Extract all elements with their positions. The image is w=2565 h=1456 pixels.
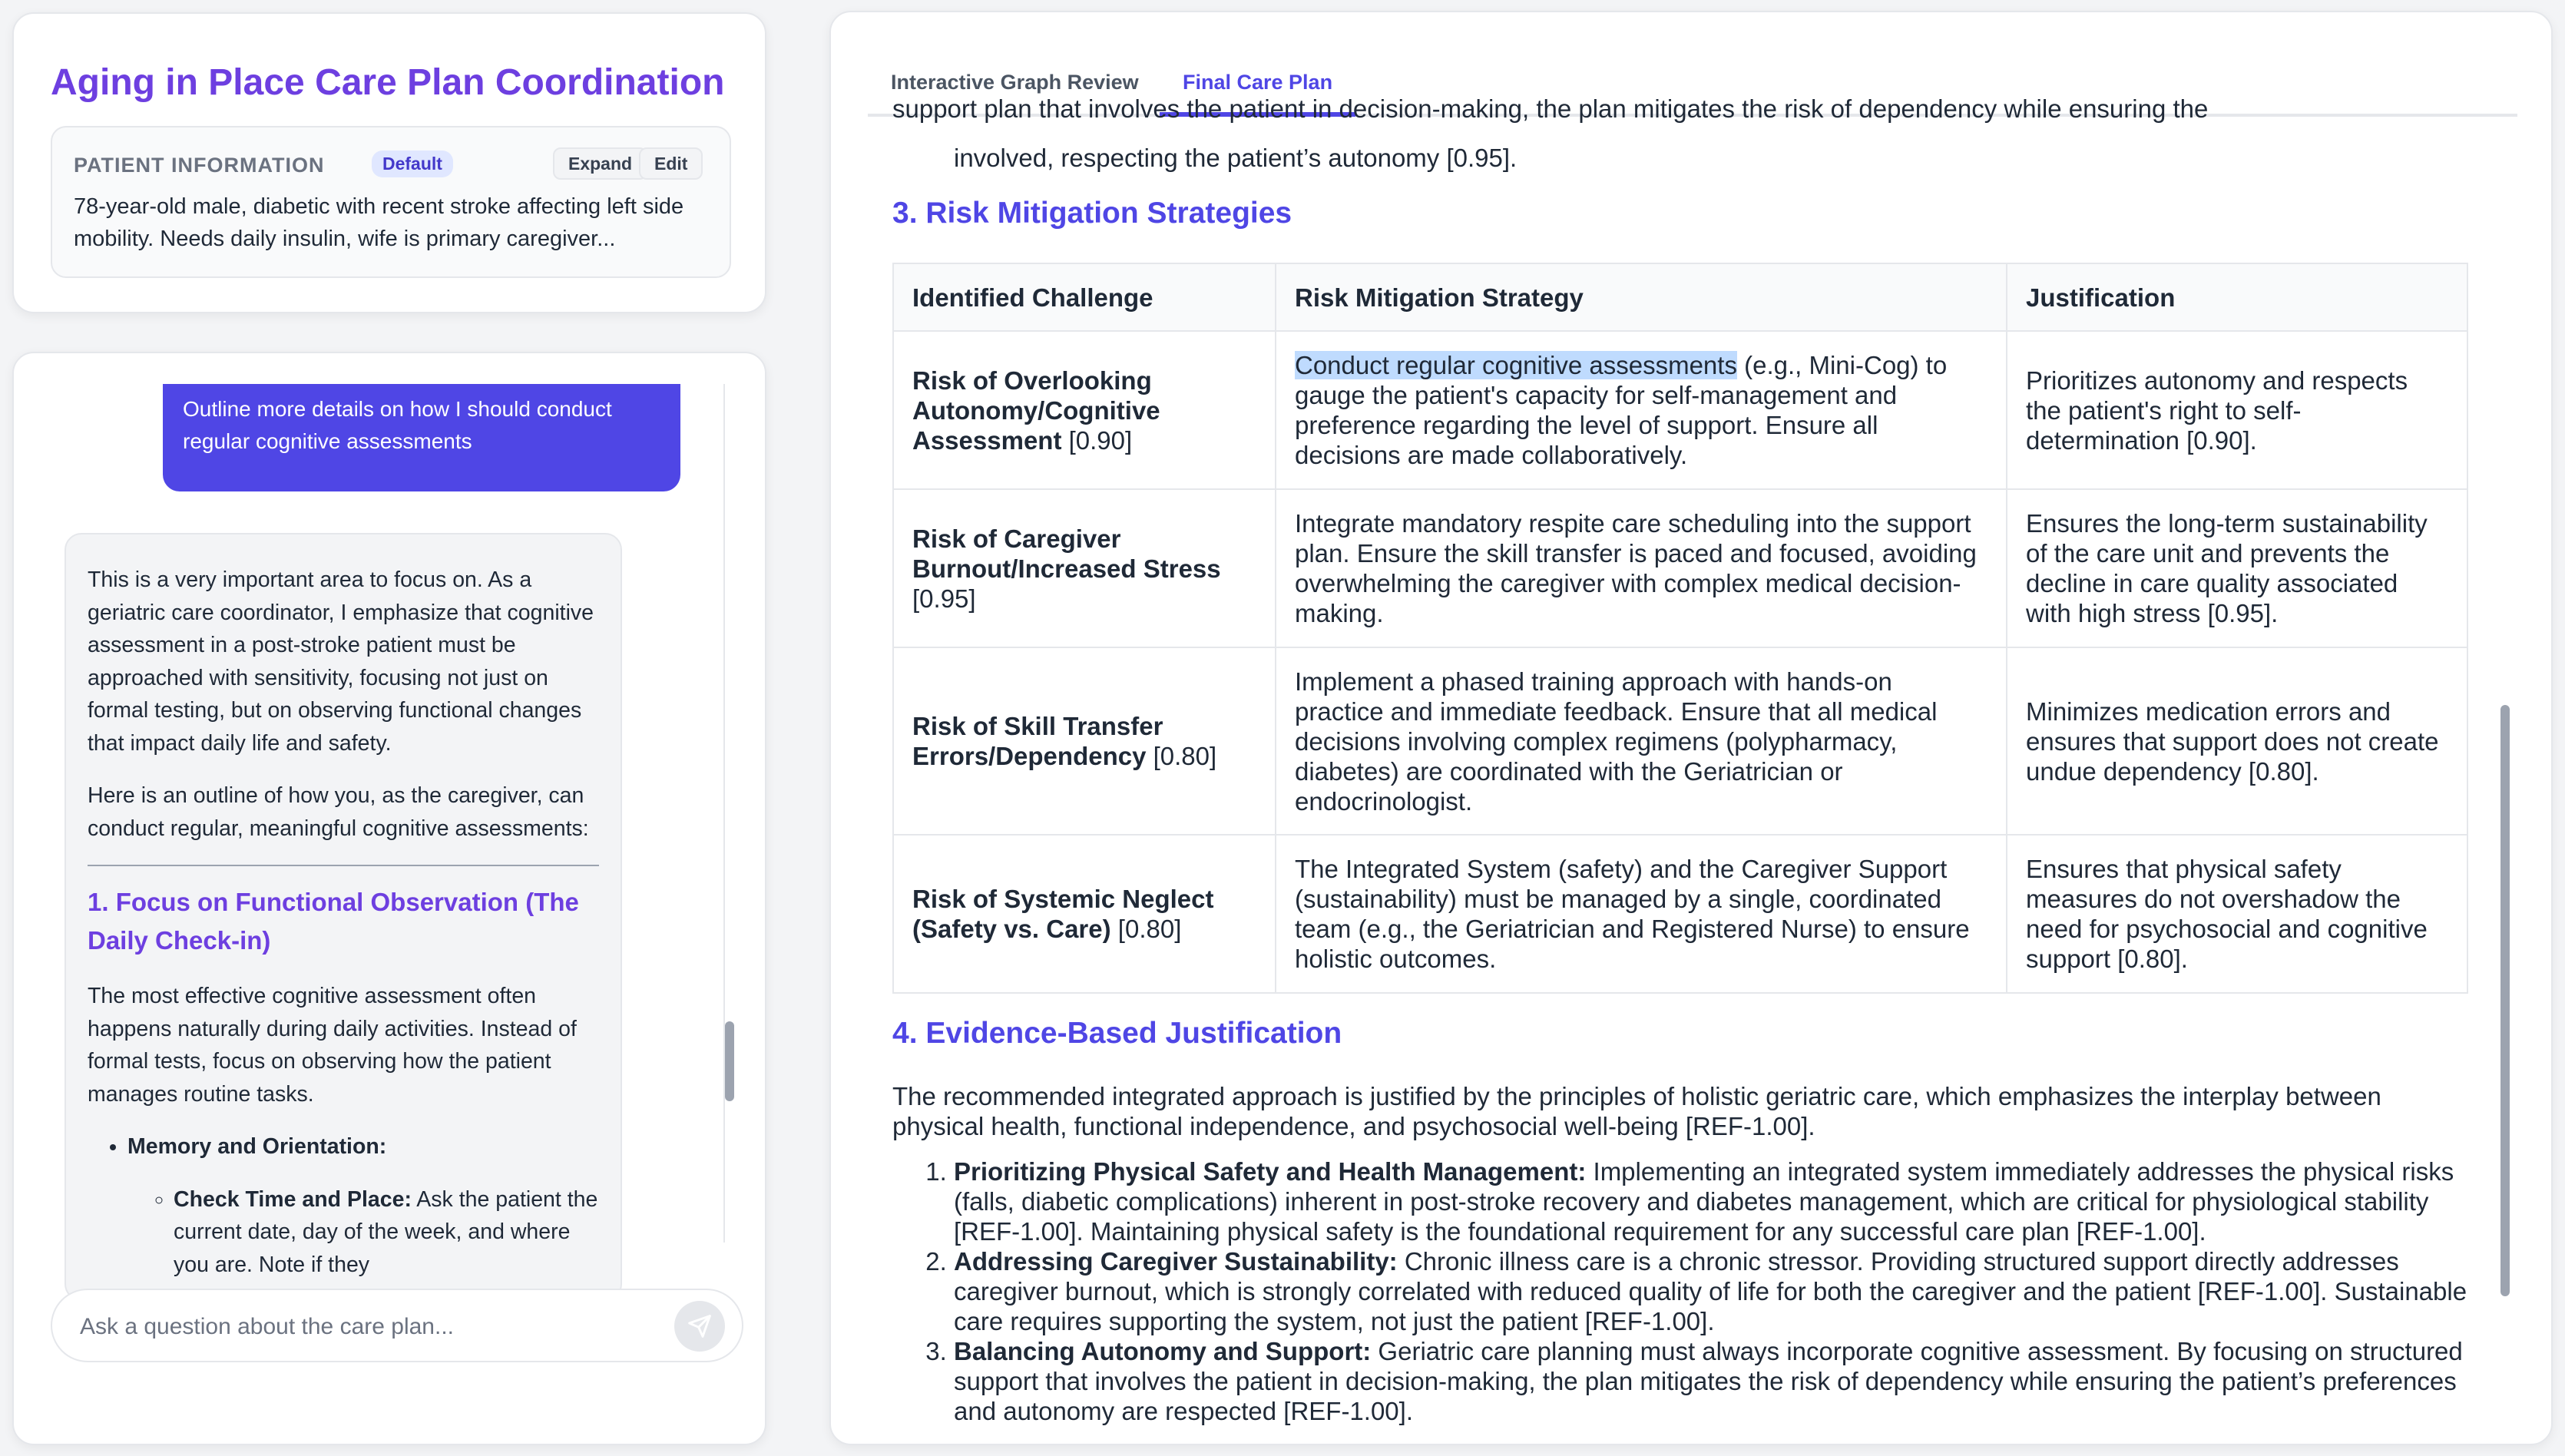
column-header: Risk Mitigation Strategy (1276, 263, 2007, 331)
sub-bullet-title: Check Time and Place: (174, 1186, 412, 1212)
patient-info-panel (51, 126, 731, 278)
user-message: Outline more details on how I should conduct regular cognitive assessments (163, 384, 680, 491)
list-item-title: Balancing Autonomy and Support: (954, 1337, 1372, 1365)
tab-final-care-plan[interactable]: Final Care Plan (1160, 54, 1355, 117)
chat-panel (12, 352, 766, 1445)
challenge-cell (893, 331, 1276, 489)
table-header-row (893, 263, 2467, 331)
assistant-message (65, 533, 622, 1301)
challenge-score: [0.90] (1061, 425, 1133, 455)
list-item-title: Addressing Caregiver Sustainability: (954, 1247, 1398, 1276)
bullet-title: Memory and Orientation: (127, 1134, 387, 1159)
challenge-score: [0.80] (1146, 742, 1217, 770)
challenge-score: [0.80] (1110, 915, 1182, 943)
table-row (893, 489, 2467, 647)
assistant-paragraph: Here is an outline of how you, as the caregiver, can conduct regular, meaningful cognitive assessments: (88, 783, 589, 841)
default-badge: Default (372, 151, 453, 177)
care-plan-document[interactable] (892, 94, 2484, 1425)
section-4-intro: The recommended integrated approach is justified by the principles of holistic geriatric care, which emphasizes the interplay between physical health, functional independence, and psychosocial well-being [REF-1.00]. (892, 1082, 2381, 1140)
strategy-cell (1276, 331, 2007, 489)
app-title: Aging in Place Care Plan Coordination (51, 62, 725, 103)
column-header: Identified Challenge (893, 263, 1276, 331)
section-4-heading: 4. Evidence-Based Justification (892, 1017, 1342, 1050)
chat-scrollbar[interactable] (725, 1021, 734, 1101)
sub-bullet-text: Ask the patient the current date, day of the week, and where you are. Note if they (174, 1186, 598, 1277)
assistant-paragraph: This is a very important area to focus on. As a geriatric care coordinator, I emphasize that cognitive assessment in a post-stroke patient must be approached with sensitivity, focusing not just on formal testing, but on observing functional changes that impact daily life and safety. (88, 568, 594, 756)
justification-cell: Prioritizes autonomy and respects the patient's right to self-determination [0.90]. (2007, 331, 2467, 489)
justification-cell: Ensures that physical safety measures do not overshadow the need for psychosocial and cognitive support [0.80]. (2007, 835, 2467, 993)
patient-summary: 78-year-old male, diabetic with recent stroke affecting left side mobility. Needs daily insulin, wife is primary caregiver... (74, 194, 684, 251)
continued-text-line: involved, respecting the patient’s autonomy [0.95]. (954, 144, 1517, 172)
list-item-text: Geriatric care planning must always incorporate cognitive assessment. By focusing on structured support that involves the patient in decision-making, the plan mitigates the risk of dependency while ensuring the patient’s preferences and autonomy are respected [REF-1.00]. (954, 1337, 2463, 1425)
document-scrollbar[interactable] (2500, 705, 2510, 1296)
chat-input[interactable] (80, 1307, 664, 1347)
patient-info-label: PATIENT INFORMATION (74, 154, 325, 177)
divider (88, 865, 599, 866)
care-plan-panel (829, 11, 2553, 1445)
send-button[interactable] (674, 1301, 725, 1352)
list-item (174, 1183, 599, 1282)
chat-input-bar (51, 1289, 743, 1362)
assistant-heading: 1. Focus on Functional Observation (The Daily Check-in) (88, 888, 579, 955)
assistant-sublist (127, 1183, 599, 1282)
cutoff-text-line: support plan that involves the patient in decision-making, the plan mitigates the risk of dependency while ensuring the (892, 94, 2209, 123)
edit-button[interactable]: Edit (639, 147, 703, 180)
list-item (954, 1336, 2468, 1426)
justification-cell: Minimizes medication errors and ensures that support does not create undue dependency [0.80]. (2007, 647, 2467, 835)
list-item-text: Implementing an integrated system immediately addresses the physical risks (falls, diabetic complications) inherent in post-stroke recovery and diabetes management, which are critical for physiological stability [REF-1.00]. Maintaining physical safety is the foundational requirement for any successful care plan [REF-1.00]. (954, 1157, 2454, 1246)
strategy-cell: Integrate mandatory respite care scheduling into the support plan. Ensure the skill transfer is paced and focused, avoiding overwhelming the caregiver with complex medical decision-making. (1276, 489, 2007, 647)
challenge-title: Risk of Skill Transfer Errors/Dependency (912, 712, 1163, 770)
table-row (893, 835, 2467, 993)
challenge-title: Risk of Overlooking Autonomy/Cognitive Assessment (912, 366, 1160, 455)
list-item (127, 1130, 599, 1281)
header-card (12, 12, 766, 313)
expand-button[interactable]: Expand (553, 147, 647, 180)
justification-cell: Ensures the long-term sustainability of the care unit and prevents the decline in care quality associated with high stress [0.95]. (2007, 489, 2467, 647)
assistant-paragraph: The most effective cognitive assessment often happens naturally during daily activities. Instead of formal tests, focus on observing how the patient manages routine tasks. (88, 984, 577, 1107)
list-item (954, 1246, 2468, 1336)
column-header: Justification (2007, 263, 2467, 331)
table-row (893, 647, 2467, 835)
strategy-text: (e.g., Mini-Cog) to gauge the patient's capacity for self-management and preference regarding the level of support. Ensure all decisions are made collaboratively. (1295, 351, 1948, 469)
list-item-text: Chronic illness care is a chronic stressor. Providing structured support directly addresses caregiver burnout, which is strongly correlated with reduced quality of life for both the caregiver and the patient [REF-1.00]. Sustainable care requires supporting the system, not just the patient [REF-1.00]. (954, 1247, 2467, 1335)
send-icon (687, 1314, 712, 1339)
challenge-score: [0.95] (912, 584, 976, 613)
highlighted-text: Conduct regular cognitive assessments (1295, 351, 1737, 379)
table-row (893, 331, 2467, 489)
strategy-cell: The Integrated System (safety) and the Caregiver Support (sustainability) must be managed by a single, coordinated team (e.g., the Geriatrician and Registered Nurse) to ensure holistic outcomes. (1276, 835, 2007, 993)
justification-list (892, 1157, 2468, 1426)
assistant-list (88, 1130, 599, 1281)
chat-messages[interactable] (51, 384, 725, 1277)
list-item (954, 1157, 2468, 1246)
list-item-title: Prioritizing Physical Safety and Health Management: (954, 1157, 1587, 1186)
challenge-cell (893, 647, 1276, 835)
challenge-cell (893, 835, 1276, 993)
challenge-cell (893, 489, 1276, 647)
strategy-cell: Implement a phased training approach with hands-on practice and immediate feedback. Ensure that all medical decisions involving complex regimens (polypharmacy, diabetes) are coordinated with the Geriatrician or endocrinologist. (1276, 647, 2007, 835)
tab-interactive-graph-review[interactable]: Interactive Graph Review (891, 71, 1139, 94)
challenge-title: Risk of Caregiver Burnout/Increased Stress (912, 524, 1221, 583)
section-3-heading: 3. Risk Mitigation Strategies (892, 197, 1292, 230)
risk-mitigation-table (892, 263, 2468, 994)
challenge-title: Risk of Systemic Neglect (Safety vs. Care) (912, 885, 1214, 943)
